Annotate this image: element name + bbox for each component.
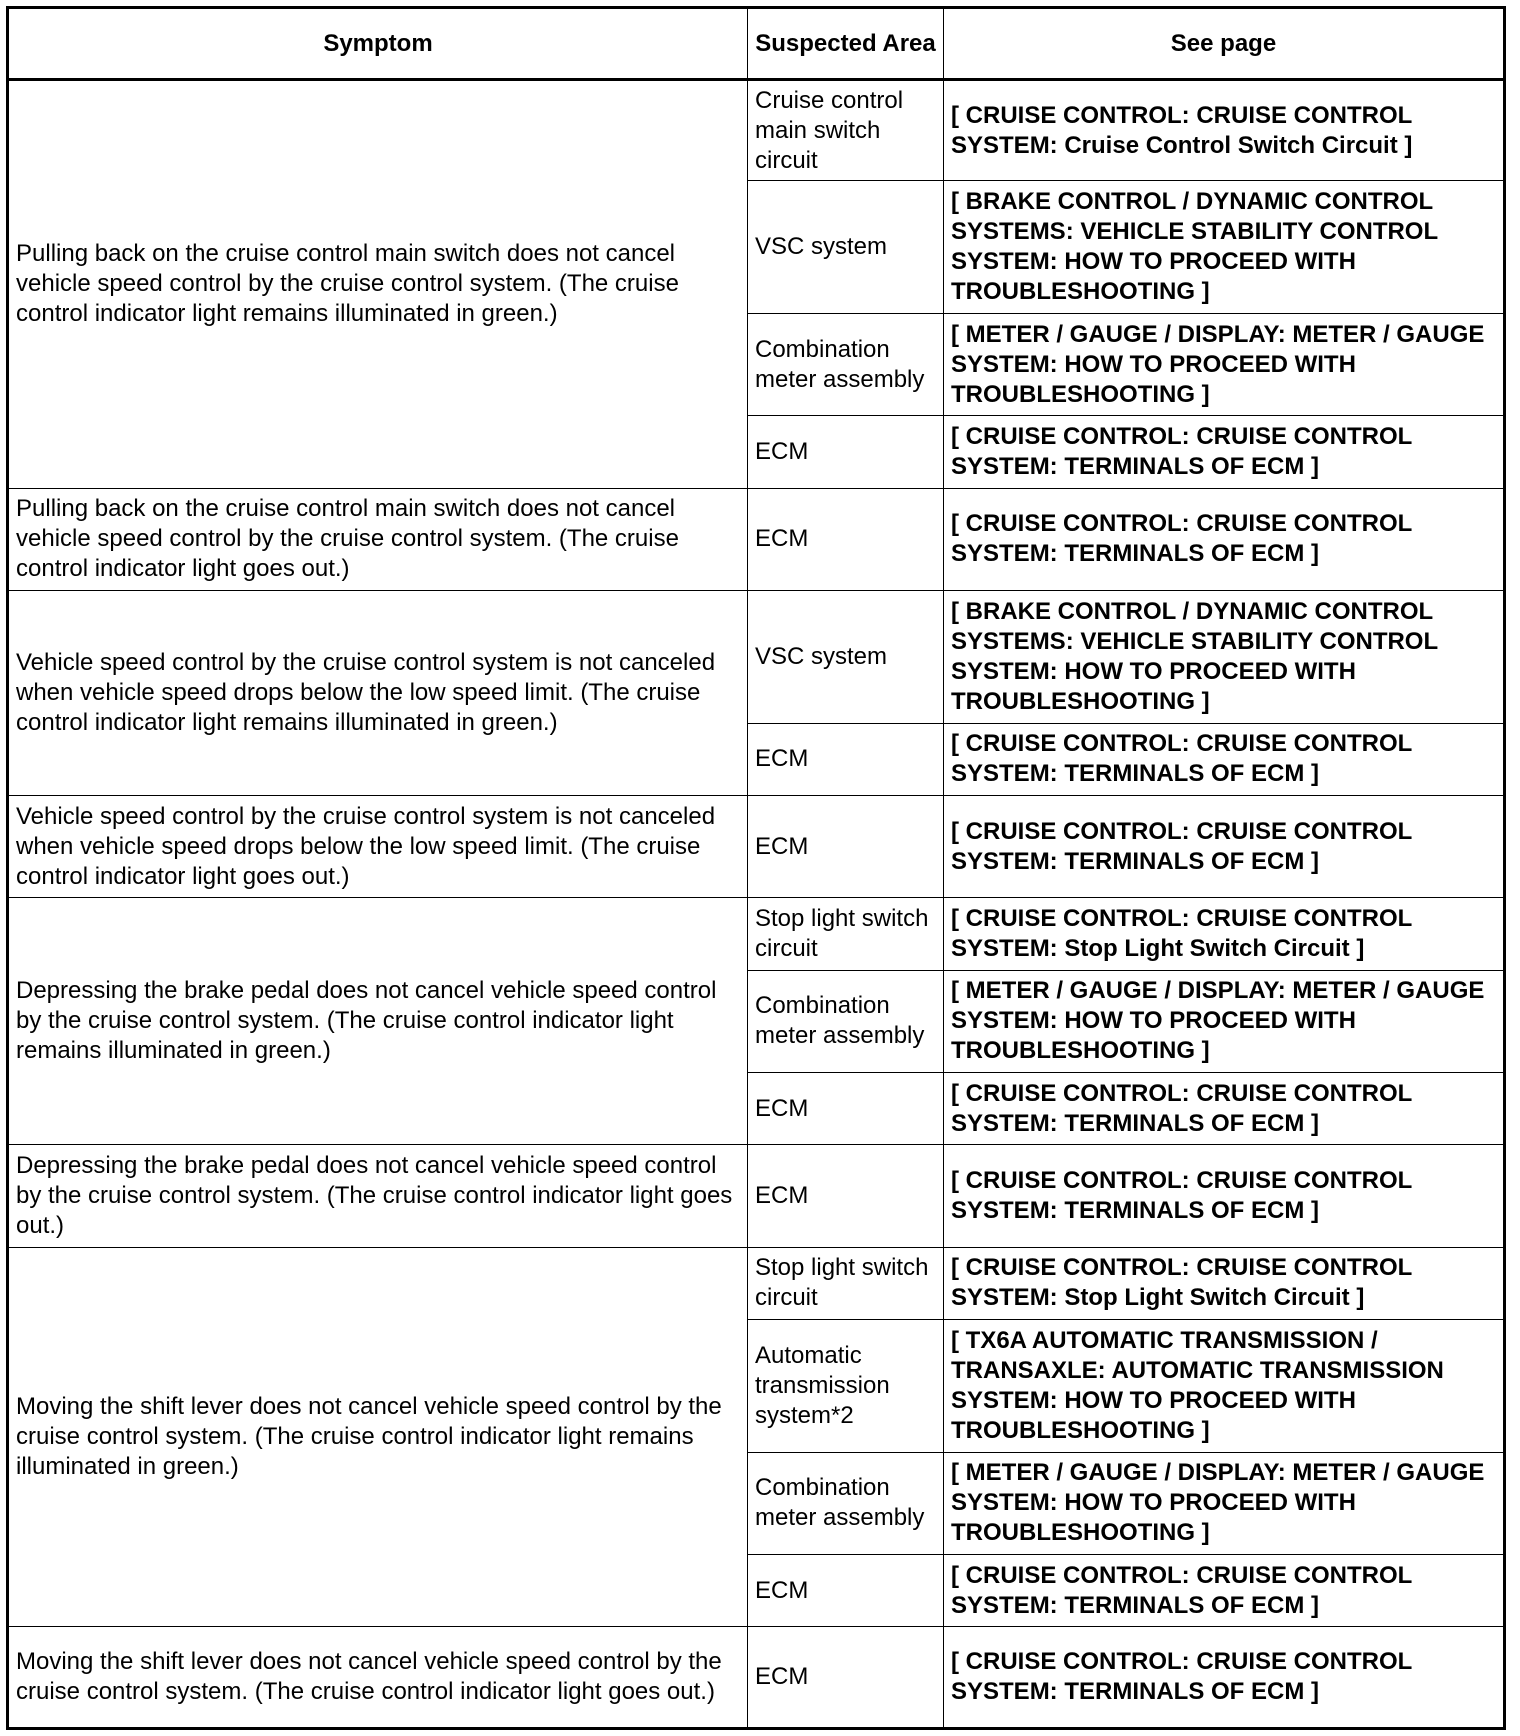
see-page-cell: [ METER / GAUGE / DISPLAY: METER / GAUGE SYSTEM: HOW TO PROCEED WITH TROUBLESHOOTING ] (944, 970, 1505, 1072)
table-row (8, 898, 1505, 970)
suspected-area-cell: VSC system (748, 591, 944, 724)
suspected-area-cell: Combination meter assembly (748, 313, 944, 415)
suspected-area-cell: Stop light switch circuit (748, 1247, 944, 1319)
table-row (8, 1145, 1505, 1247)
suspected-area-cell: ECM (748, 1073, 944, 1145)
see-page-cell: [ TX6A AUTOMATIC TRANSMISSION / TRANSAXLE: AUTOMATIC TRANSMISSION SYSTEM: HOW TO PROCEED WITH TROUBLESHOOTING ] (944, 1320, 1505, 1453)
suspected-area-cell: Combination meter assembly (748, 1452, 944, 1554)
suspected-area-cell: ECM (748, 416, 944, 488)
symptom-cell: Pulling back on the cruise control main switch does not cancel vehicle speed control by the cruise control system. (The cruise control indicator light remains illuminated in green.) (8, 80, 748, 489)
suspected-area-cell: ECM (748, 795, 944, 897)
symptom-cell: Depressing the brake pedal does not cancel vehicle speed control by the cruise control system. (The cruise control indicator light goes out.) (8, 1145, 748, 1247)
table-row (8, 80, 1505, 181)
see-page-cell: [ CRUISE CONTROL: CRUISE CONTROL SYSTEM: Stop Light Switch Circuit ] (944, 898, 1505, 970)
header-see-page: See page (944, 8, 1505, 80)
see-page-cell: [ CRUISE CONTROL: CRUISE CONTROL SYSTEM: TERMINALS OF ECM ] (944, 488, 1505, 590)
suspected-area-cell: ECM (748, 1555, 944, 1627)
see-page-cell: [ CRUISE CONTROL: CRUISE CONTROL SYSTEM: TERMINALS OF ECM ] (944, 416, 1505, 488)
troubleshooting-table (6, 6, 1506, 1730)
symptom-cell: Vehicle speed control by the cruise control system is not canceled when vehicle speed drops below the low speed limit. (The cruise control indicator light goes out.) (8, 795, 748, 897)
see-page-cell: [ CRUISE CONTROL: CRUISE CONTROL SYSTEM: TERMINALS OF ECM ] (944, 1627, 1505, 1729)
header-symptom: Symptom (8, 8, 748, 80)
suspected-area-cell: ECM (748, 488, 944, 590)
suspected-area-cell: Cruise control main switch circuit (748, 80, 944, 181)
suspected-area-cell: Automatic transmission system*2 (748, 1320, 944, 1453)
suspected-area-cell: ECM (748, 1627, 944, 1729)
symptom-cell: Depressing the brake pedal does not cancel vehicle speed control by the cruise control system. (The cruise control indicator light remains illuminated in green.) (8, 898, 748, 1145)
see-page-cell: [ CRUISE CONTROL: CRUISE CONTROL SYSTEM: TERMINALS OF ECM ] (944, 1145, 1505, 1247)
table-row (8, 591, 1505, 724)
suspected-area-cell: ECM (748, 723, 944, 795)
see-page-cell: [ METER / GAUGE / DISPLAY: METER / GAUGE SYSTEM: HOW TO PROCEED WITH TROUBLESHOOTING ] (944, 1452, 1505, 1554)
see-page-cell: [ CRUISE CONTROL: CRUISE CONTROL SYSTEM: TERMINALS OF ECM ] (944, 795, 1505, 897)
see-page-cell: [ METER / GAUGE / DISPLAY: METER / GAUGE SYSTEM: HOW TO PROCEED WITH TROUBLESHOOTING ] (944, 313, 1505, 415)
table-row (8, 1247, 1505, 1319)
header-row (8, 8, 1505, 80)
see-page-cell: [ BRAKE CONTROL / DYNAMIC CONTROL SYSTEMS: VEHICLE STABILITY CONTROL SYSTEM: HOW TO PROCEED WITH TROUBLESHOOTING ] (944, 181, 1505, 314)
suspected-area-cell: Stop light switch circuit (748, 898, 944, 970)
see-page-cell: [ CRUISE CONTROL: CRUISE CONTROL SYSTEM: TERMINALS OF ECM ] (944, 1555, 1505, 1627)
symptom-cell: Moving the shift lever does not cancel vehicle speed control by the cruise control system. (The cruise control indicator light remains illuminated in green.) (8, 1247, 748, 1627)
see-page-cell: [ CRUISE CONTROL: CRUISE CONTROL SYSTEM: TERMINALS OF ECM ] (944, 723, 1505, 795)
table-row (8, 488, 1505, 590)
table-row (8, 795, 1505, 897)
header-suspected-area: Suspected Area (748, 8, 944, 80)
symptom-cell: Vehicle speed control by the cruise control system is not canceled when vehicle speed drops below the low speed limit. (The cruise control indicator light remains illuminated in green.) (8, 591, 748, 796)
see-page-cell: [ CRUISE CONTROL: CRUISE CONTROL SYSTEM: Cruise Control Switch Circuit ] (944, 80, 1505, 181)
suspected-area-cell: ECM (748, 1145, 944, 1247)
symptom-cell: Moving the shift lever does not cancel vehicle speed control by the cruise control system. (The cruise control indicator light goes out.) (8, 1627, 748, 1729)
symptom-cell: Pulling back on the cruise control main switch does not cancel vehicle speed control by the cruise control system. (The cruise control indicator light goes out.) (8, 488, 748, 590)
suspected-area-cell: Combination meter assembly (748, 970, 944, 1072)
table-row (8, 1627, 1505, 1729)
see-page-cell: [ BRAKE CONTROL / DYNAMIC CONTROL SYSTEMS: VEHICLE STABILITY CONTROL SYSTEM: HOW TO PROCEED WITH TROUBLESHOOTING ] (944, 591, 1505, 724)
see-page-cell: [ CRUISE CONTROL: CRUISE CONTROL SYSTEM: Stop Light Switch Circuit ] (944, 1247, 1505, 1319)
suspected-area-cell: VSC system (748, 181, 944, 314)
see-page-cell: [ CRUISE CONTROL: CRUISE CONTROL SYSTEM: TERMINALS OF ECM ] (944, 1073, 1505, 1145)
